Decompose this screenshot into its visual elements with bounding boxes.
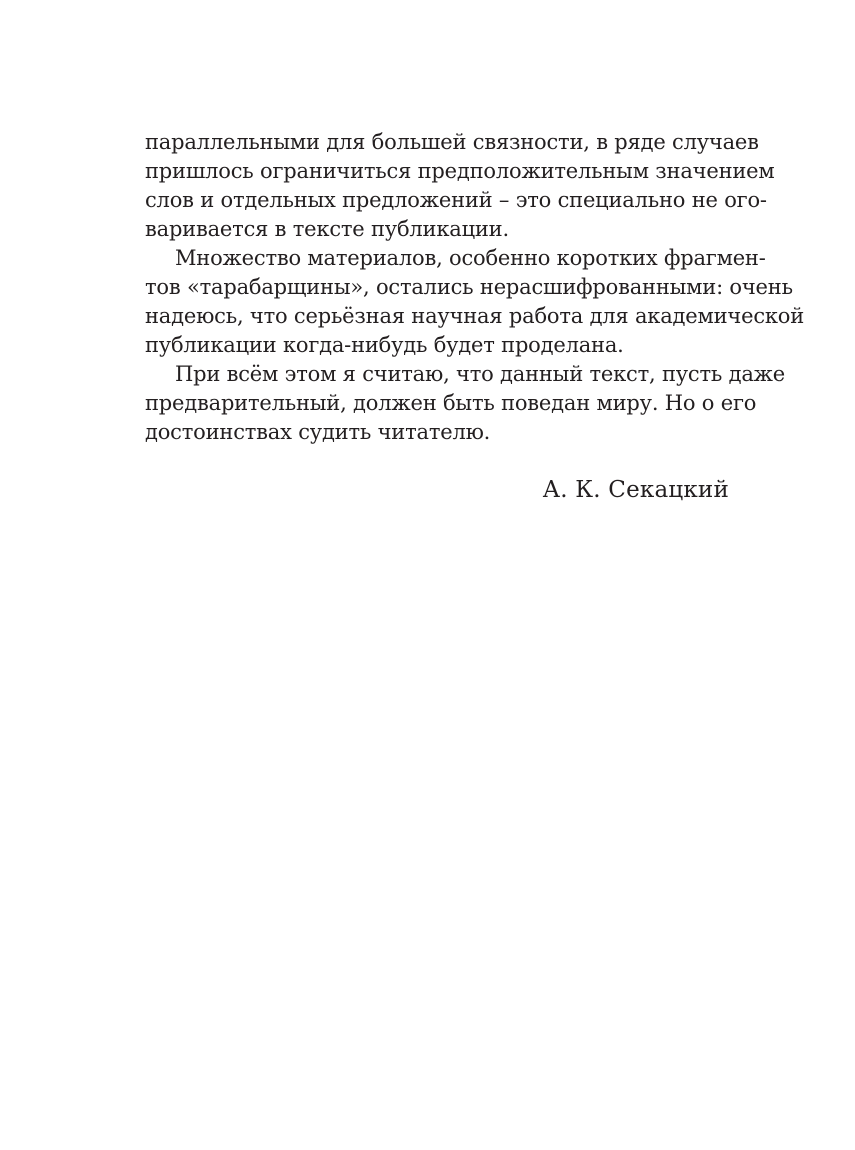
paragraph-line: предварительный, должен быть поведан миру. Но о его <box>145 391 757 415</box>
paragraph-line: слов и отдельных предложений – это специально не ого- <box>145 188 767 212</box>
paragraph-line: пришлось ограничиться предположительным значением <box>145 159 775 183</box>
paragraph-line: При всём этом я считаю, что данный текст, пусть даже <box>175 362 786 386</box>
paragraph-2 <box>145 244 805 360</box>
paragraph-line: публикации когда-нибудь будет проделана. <box>145 333 624 357</box>
paragraph-line: надеюсь, что серьёзная научная работа для академической <box>145 304 805 328</box>
paragraph-line: варивается в тексте публикации. <box>145 217 509 241</box>
paragraph-3 <box>145 360 786 447</box>
paragraph-1 <box>145 128 775 244</box>
paragraph-line: Множество материалов, особенно коротких фрагмен- <box>175 246 766 270</box>
paragraph-line: параллельными для большей связности, в ряде случаев <box>145 130 759 154</box>
author-signature: А. К. Секацкий <box>542 477 729 503</box>
body-text <box>145 128 805 447</box>
paragraph-line: тов «тарабарщины», остались нерасшифрованными: очень <box>145 275 793 299</box>
paragraph-line: достоинствах судить читателю. <box>145 420 491 444</box>
